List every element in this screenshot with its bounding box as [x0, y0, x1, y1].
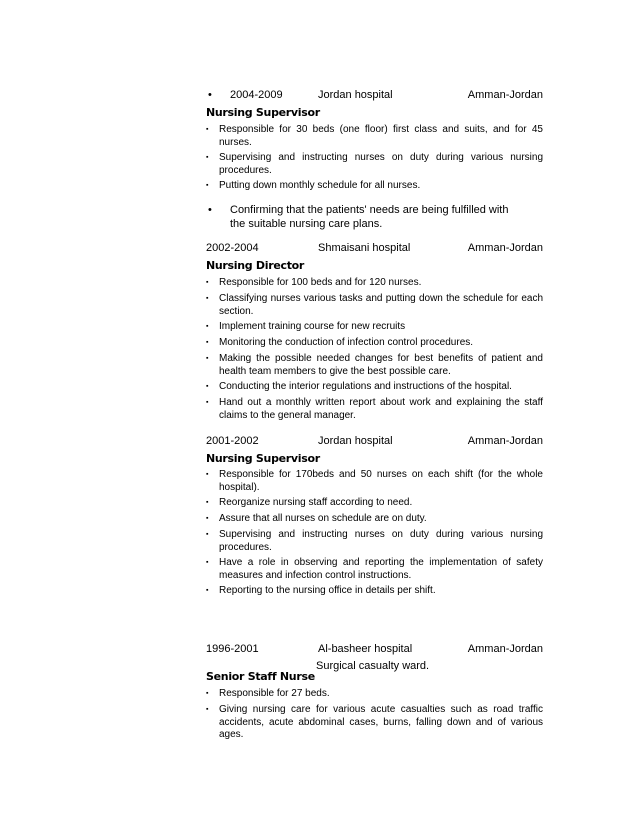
square-bullet-icon: ▪ [206, 559, 209, 566]
round-bullet-icon: • [208, 204, 212, 216]
list-item [206, 337, 543, 350]
square-bullet-icon: ▪ [206, 182, 209, 189]
list-item-text: Hand out a monthly written report about work and explaining the staff claims to the general manager. [219, 397, 543, 421]
entry-dates: 2004-2009 [230, 89, 283, 101]
list-item [206, 277, 543, 290]
list-item-text: Giving nursing care for various acute casualties such as road traffic accidents, acute abdominal cases, burns, falling down and of various ages. [219, 704, 543, 740]
list-item-text: Reorganize nursing staff according to need. [219, 497, 413, 508]
list-item-text: Have a role in observing and reporting the implementation of safety measures and infection control instructions. [219, 557, 543, 581]
square-bullet-icon: ▪ [206, 587, 209, 594]
job-title: Nursing Supervisor [206, 452, 320, 465]
entry-dates: 1996-2001 [206, 643, 259, 655]
list-item-text: Putting down monthly schedule for all nurses. [219, 180, 421, 191]
square-bullet-icon: ▪ [206, 339, 209, 346]
job-title: Senior Staff Nurse [206, 670, 315, 683]
list-item [206, 321, 543, 334]
entry-dates: 2001-2002 [206, 435, 259, 447]
list-item-text: Supervising and instructing nurses on duty during various nursing procedures. [219, 152, 543, 176]
square-bullet-icon: ▪ [206, 499, 209, 506]
hospital-location: Amman-Jordan [467, 89, 543, 101]
list-item [206, 513, 543, 526]
square-bullet-icon: ▪ [206, 323, 209, 330]
square-bullet-icon: ▪ [206, 154, 209, 161]
job-title: Nursing Director [206, 259, 305, 272]
list-item-text: Supervising and instructing nurses on duty during various nursing procedures. [219, 529, 543, 553]
list-item-text: Reporting to the nursing office in details per shift. [219, 585, 436, 596]
hospital-location: Amman-Jordan [467, 435, 543, 447]
list-item-text: Responsible for 30 beds (one floor) first class and suits, and for 45 nurses. [219, 124, 543, 148]
list-item [206, 529, 543, 554]
square-bullet-icon: ▪ [206, 531, 209, 538]
list-item-text: Monitoring the conduction of infection control procedures. [219, 337, 474, 348]
square-bullet-icon: ▪ [206, 471, 209, 478]
list-item [206, 585, 543, 598]
hospital-name: Jordan hospital [318, 435, 393, 447]
square-bullet-icon: ▪ [206, 399, 209, 406]
list-item-text: Classifying nurses various tasks and putting down the schedule for each section. [219, 293, 543, 317]
date-bullet: • [208, 89, 212, 101]
list-item [206, 381, 543, 394]
list-item [206, 557, 543, 582]
list-item [206, 124, 543, 149]
hospital-location: Amman-Jordan [467, 643, 543, 655]
list-item [206, 469, 543, 494]
list-item [206, 704, 543, 742]
list-item [206, 293, 543, 318]
square-bullet-icon: ▪ [206, 355, 209, 362]
list-item [206, 397, 543, 422]
hospital-department: Surgical casualty ward. [316, 660, 430, 672]
list-item-text: Making the possible needed changes for best benefits of patient and health team members to give the best possible care. [219, 353, 543, 377]
hospital-name: Shmaisani hospital [318, 242, 411, 254]
square-bullet-icon: ▪ [206, 515, 209, 522]
list-item [206, 203, 543, 231]
hospital-name: Al-basheer hospital [318, 643, 413, 655]
list-item [206, 180, 543, 193]
list-item [206, 688, 543, 701]
list-item [206, 353, 543, 378]
list-item-text: Assure that all nurses on schedule are on duty. [219, 513, 427, 524]
list-item-text: Responsible for 170beds and 50 nurses on each shift (for the whole hospital). [219, 469, 543, 493]
square-bullet-icon: ▪ [206, 383, 209, 390]
square-bullet-icon: ▪ [206, 279, 209, 286]
entry-dates: 2002-2004 [206, 242, 259, 254]
list-item-text: Responsible for 100 beds and for 120 nurses. [219, 277, 422, 288]
square-bullet-icon: ▪ [206, 706, 209, 713]
list-item [206, 497, 543, 510]
square-bullet-icon: ▪ [206, 690, 209, 697]
square-bullet-icon: ▪ [206, 126, 209, 133]
hospital-name: Jordan hospital [318, 89, 393, 101]
list-item-text: Implement training course for new recruits [219, 321, 406, 332]
list-item-text: Conducting the interior regulations and instructions of the hospital. [219, 381, 512, 392]
square-bullet-icon: ▪ [206, 295, 209, 302]
hospital-location: Amman-Jordan [467, 242, 543, 254]
list-item-text: Responsible for 27 beds. [219, 688, 330, 699]
list-item [206, 152, 543, 177]
job-title: Nursing Supervisor [206, 106, 320, 119]
list-item-text: Confirming that the patients' needs are being fulfilled with the suitable nursing care plans. [230, 204, 509, 230]
